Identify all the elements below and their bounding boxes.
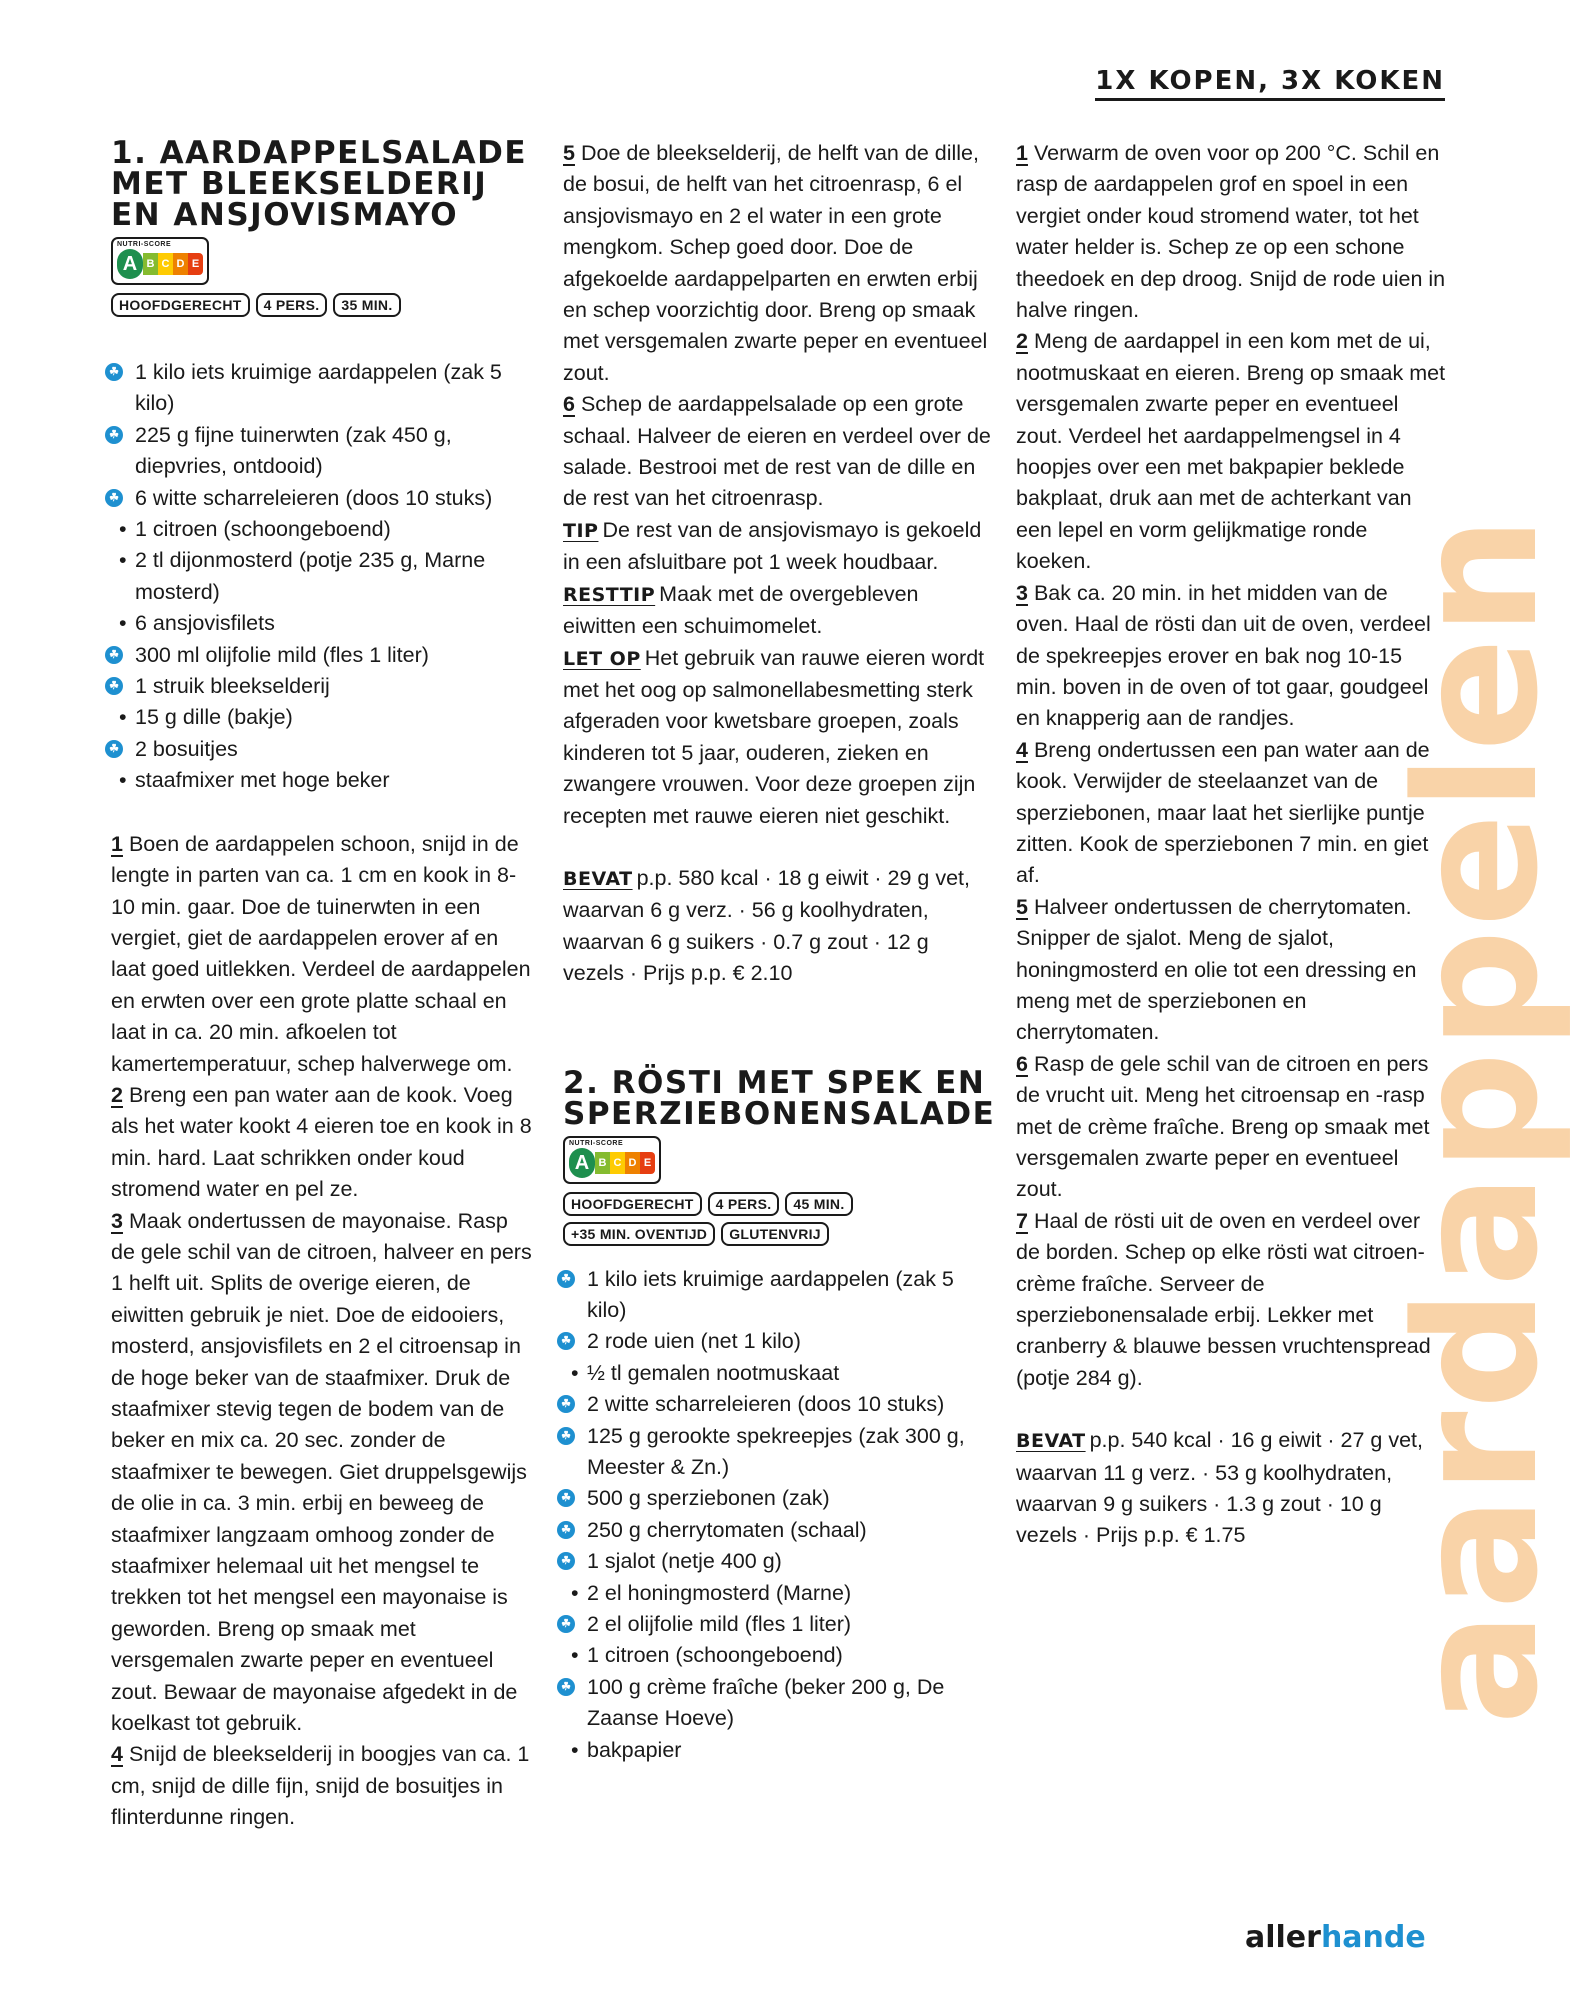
- ingredient-text: 2 bosuitjes: [135, 736, 238, 761]
- ingredient-item: [111, 734, 536, 765]
- column-1: [109, 135, 536, 1834]
- leaf-icon: ☘: [557, 1270, 575, 1288]
- tag-badge: 4 PERS.: [708, 1192, 780, 1216]
- recipe1-steps: [111, 829, 536, 1834]
- leaf-icon: ☘: [557, 1521, 575, 1539]
- nutri-score-badge: [111, 237, 209, 285]
- leaf-icon: ☘: [557, 1427, 575, 1445]
- ingredient-text: 500 g sperziebonen (zak): [587, 1486, 830, 1511]
- nutri-score-badge: [563, 1136, 661, 1184]
- step-number: 5: [1016, 894, 1028, 919]
- nutri-score-label: NUTRI-SCORE: [117, 241, 172, 248]
- tag-badge: GLUTENVRIJ: [721, 1222, 829, 1246]
- ingredient-text: 2 witte scharreleieren (doos 10 stuks): [587, 1392, 945, 1417]
- ingredient-text: ½ tl gemalen nootmuskaat: [587, 1360, 840, 1385]
- leaf-icon: ☘: [557, 1395, 575, 1413]
- nutri-letter-e: E: [640, 1152, 655, 1174]
- bullet-icon: •: [571, 1580, 579, 1605]
- bevat-label: BEVAT: [563, 867, 633, 890]
- recipe1-ingredients: [111, 357, 536, 797]
- recipe1-nutrition: [563, 863, 993, 990]
- ingredient-item: [563, 1515, 993, 1546]
- recipe-step: [111, 1206, 536, 1740]
- recipe2-title: 2. RÖSTI MET SPEK EN SPERZIEBONENSALADE: [563, 1064, 996, 1132]
- recipe1-letop: [563, 643, 993, 832]
- ingredient-item: [563, 1389, 993, 1420]
- ingredient-item: [111, 765, 536, 796]
- recipe2-ingredients: [563, 1264, 993, 1767]
- logo-part-1: aller: [1245, 1920, 1321, 1955]
- ingredient-item: [563, 1326, 993, 1357]
- leaf-icon: ☘: [105, 677, 123, 695]
- step-text: Haal de rösti uit de oven en verdeel over de borden. Schep op elke rösti wat citroen-crème fraîche. Serveer de sperziebonensalade erbij. Lekker met cranberry & blauwe bessen vruchtenspread (potje 284 g).: [1016, 1208, 1431, 1390]
- ingredient-item: [563, 1578, 993, 1609]
- step-text: Boen de aardappelen schoon, snijd in de lengte in parten van ca. 1 cm en kook in 8-10 min. gaar. Doe de tuinerwten in een vergiet, giet de aardappelen erover af en laat goed uitlekken. Verdeel de aardappelen en erwten over een grote platte schaal en laat in ca. 20 min. afkoelen tot kamertemperatuur, schep halverwege om.: [111, 831, 531, 1076]
- recipe1-title: 1. AARDAPPELSALADE MET BLEEKSELDERIJ EN ANSJOVISMAYO: [111, 135, 528, 233]
- nutri-letter-d: D: [625, 1152, 640, 1174]
- bevat-label: BEVAT: [1016, 1430, 1086, 1453]
- leaf-icon: ☘: [105, 363, 123, 381]
- bullet-icon: •: [119, 705, 127, 730]
- ingredient-item: [111, 608, 536, 639]
- step-text: Verwarm de oven voor op 200 °C. Schil en rasp de aardappelen grof en spoel in een vergiet onder koud stromend water, tot het water helder is. Schep ze op een schone theedoek en dep droog. Snijd de rode uien in halve ringen.: [1016, 141, 1446, 323]
- nutri-letter-e: E: [188, 253, 203, 275]
- step-text: Breng een pan water aan de kook. Voeg als het water kookt 4 eieren toe en kook in 8 min. hard. Laat schrikken onder koud stromend water en pel ze.: [111, 1082, 532, 1202]
- ingredient-text: 300 ml olijfolie mild (fles 1 liter): [135, 642, 429, 667]
- tag-badge: 4 PERS.: [256, 293, 328, 317]
- ingredient-item: [563, 1358, 993, 1389]
- step-text: Halveer ondertussen de cherrytomaten. Snipper de sjalot. Meng de sjalot, honingmosterd en olie tot een dressing en meng met de sperziebonen en cherrytomaten.: [1016, 894, 1417, 1045]
- bullet-icon: •: [119, 611, 127, 636]
- ingredient-item: [563, 1421, 993, 1484]
- leaf-icon: ☘: [557, 1332, 575, 1350]
- leaf-icon: ☘: [105, 646, 123, 664]
- ingredient-item: [111, 640, 536, 671]
- ingredient-text: 100 g crème fraîche (beker 200 g, De Zaanse Hoeve): [587, 1674, 945, 1731]
- step-text: Doe de bleekselderij, de helft van de dille, de bosui, de helft van het citroenrasp, 6 el ansjovismayo en 2 el water in een grote mengkom. Schep goed door. Doe de afgekoelde aardappelparten en erwten erbij en schep voorzichtig door. Breng op smaak met versgemalen zwarte peper en eventueel zout.: [563, 141, 988, 385]
- step-text: Meng de aardappel in een kom met de ui, nootmuskaat en eieren. Breng op smaak met versgemalen zwarte peper en eventueel zout. Verdeel het aardappelmengsel in 4 hoopjes over een met bakpapier beklede bakplaat, druk aan met de achterkant van een lepel en vorm gelijkmatige ronde koeken.: [1016, 329, 1446, 574]
- ingredient-text: 1 citroen (schoongeboend): [587, 1643, 843, 1668]
- recipe-step: [563, 138, 993, 389]
- tag-badge: HOOFDGERECHT: [111, 293, 250, 317]
- ingredient-text: 1 struik bleekselderij: [135, 674, 330, 699]
- nutri-letter-c: C: [610, 1152, 625, 1174]
- section-header: 1X KOPEN, 3X KOKEN: [1095, 66, 1445, 101]
- tag-badge: 45 MIN.: [785, 1192, 852, 1216]
- ingredient-text: 2 el honingmosterd (Marne): [587, 1580, 852, 1605]
- ingredient-item: [563, 1672, 993, 1735]
- step-number: 2: [1016, 329, 1028, 354]
- step-text: Schep de aardappelsalade op een grote schaal. Halveer de eieren en verdeel over de salade. Bestrooi met de rest van de dille en de rest van het citroenrasp.: [563, 392, 991, 511]
- allerhande-logo: [1245, 1920, 1426, 1955]
- nutri-letter-c: C: [158, 253, 173, 275]
- ingredient-text: 1 sjalot (netje 400 g): [587, 1549, 782, 1574]
- bullet-icon: •: [119, 548, 127, 573]
- tip-text: De rest van de ansjovismayo is gekoeld in een afsluitbare pot 1 week houdbaar.: [563, 517, 982, 575]
- bullet-icon: •: [571, 1643, 579, 1668]
- bullet-icon: •: [571, 1737, 579, 1762]
- tag-badge: +35 MIN. OVENTIJD: [563, 1222, 715, 1246]
- resttip-label: RESTTIP: [563, 583, 656, 606]
- logo-part-2: hande: [1320, 1920, 1426, 1955]
- step-text: Bak ca. 20 min. in het midden van de oven. Haal de rösti dan uit de oven, verdeel de spekreepjes erover en bak nog 10-15 min. boven in de oven of tot gaar, goudgeel en knapperig aan de randjes.: [1016, 580, 1431, 731]
- ingredient-item: [563, 1609, 993, 1640]
- recipe-step: [111, 1080, 536, 1206]
- leaf-icon: ☘: [105, 740, 123, 758]
- resttip-text: Maak met de overgebleven eiwitten een schuimomelet.: [563, 581, 919, 639]
- nutri-letter-a: A: [117, 249, 143, 279]
- recipe-step: [1016, 138, 1446, 326]
- ingredient-item: [111, 357, 536, 420]
- column-2: [561, 138, 996, 1798]
- step-number: 7: [1016, 1208, 1028, 1233]
- recipe-step: [563, 389, 993, 515]
- leaf-icon: ☘: [557, 1615, 575, 1633]
- ingredient-text: 1 citroen (schoongeboend): [135, 517, 391, 542]
- bullet-icon: •: [119, 517, 127, 542]
- step-text: Breng ondertussen een pan water aan de kook. Verwijder de steelaanzet van de sperziebonen, maar laat het sierlijke puntje zitten. Kook de sperziebonen 7 min. en giet af.: [1016, 737, 1430, 888]
- ingredient-text: 1 kilo iets kruimige aardappelen (zak 5 kilo): [135, 360, 502, 416]
- ingredient-text: 6 ansjovisfilets: [135, 611, 275, 636]
- ingredient-item: [563, 1264, 993, 1327]
- step-number: 4: [111, 1742, 123, 1767]
- leaf-icon: ☘: [557, 1678, 575, 1696]
- ingredient-item: [563, 1483, 993, 1514]
- ingredient-item: [563, 1735, 993, 1766]
- ingredient-text: 2 tl dijonmosterd (potje 235 g, Marne mosterd): [135, 548, 486, 604]
- ingredient-text: 15 g dille (bakje): [135, 705, 293, 730]
- step-number: 1: [111, 831, 123, 856]
- leaf-icon: ☘: [557, 1489, 575, 1507]
- ingredient-text: staafmixer met hoge beker: [135, 768, 390, 793]
- side-word-aardappelen: aardappelen: [1379, 514, 1575, 1725]
- step-number: 4: [1016, 737, 1028, 762]
- nutri-letter-b: B: [595, 1152, 610, 1174]
- recipe1-steps-continued: [563, 138, 993, 515]
- tag-badge: HOOFDGERECHT: [563, 1192, 702, 1216]
- ingredient-text: 6 witte scharreleieren (doos 10 stuks): [135, 485, 493, 510]
- step-number: 1: [1016, 141, 1028, 165]
- ingredient-text: 2 el olijfolie mild (fles 1 liter): [587, 1612, 852, 1637]
- tip-label: TIP: [563, 519, 599, 542]
- recipe1-tip: [563, 515, 993, 579]
- step-number: 3: [1016, 580, 1028, 605]
- bullet-icon: •: [571, 1360, 579, 1385]
- ingredient-item: [563, 1640, 993, 1671]
- letop-label: LET OP: [563, 647, 641, 670]
- bevat-text: p.p. 580 kcal · 18 g eiwit · 29 g vet, waarvan 6 g verz. · 56 g koolhydraten, waarvan 6 g suikers · 0.7 g zout · 12 g vezels · Prijs p.p. € 2.10: [563, 865, 971, 986]
- ingredient-item: [111, 420, 536, 483]
- recipe1-tags: [111, 293, 536, 317]
- step-number: 3: [111, 1208, 123, 1233]
- ingredient-text: 225 g fijne tuinerwten (zak 450 g, diepvries, ontdooid): [135, 422, 452, 479]
- recipe-step: [111, 829, 536, 1080]
- ingredient-text: bakpapier: [587, 1737, 682, 1762]
- ingredient-text: 1 kilo iets kruimige aardappelen (zak 5 kilo): [587, 1266, 954, 1322]
- nutri-letter-d: D: [173, 253, 188, 275]
- bullet-icon: •: [119, 768, 127, 793]
- tag-badge: 35 MIN.: [333, 293, 400, 317]
- step-text: Snijd de bleekselderij in boogjes van ca. 1 cm, snijd de dille fijn, snijd de bosuitjes in flinterdunne ringen.: [111, 1742, 530, 1830]
- step-text: Rasp de gele schil van de citroen en pers de vrucht uit. Meng het citroensap en -rasp met de crème fraîche. Breng op smaak met versgemalen zwarte peper en eventueel zout.: [1016, 1051, 1430, 1202]
- bevat-text: p.p. 540 kcal · 16 g eiwit · 27 g vet, waarvan 11 g verz. · 53 g koolhydraten, waarvan 9 g suikers · 1.3 g zout · 10 g vezels · Prijs p.p. € 1.75: [1016, 1428, 1424, 1548]
- leaf-icon: ☘: [105, 489, 123, 507]
- ingredient-item: [111, 545, 536, 608]
- leaf-icon: ☘: [557, 1552, 575, 1570]
- step-number: 6: [563, 392, 575, 417]
- ingredient-item: [111, 483, 536, 514]
- ingredient-text: 2 rode uien (net 1 kilo): [587, 1329, 801, 1354]
- nutri-letter-b: B: [143, 253, 158, 275]
- ingredient-item: [563, 1546, 993, 1577]
- nutri-score-label: NUTRI-SCORE: [569, 1139, 624, 1147]
- recipe1-resttip: [563, 579, 993, 643]
- ingredient-item: [111, 671, 536, 702]
- ingredient-item: [111, 514, 536, 545]
- step-text: Maak ondertussen de mayonaise. Rasp de gele schil van de citroen, halveer en pers 1 helft uit. Splits de overige eieren, de eiwitten gebruik je niet. Doe de eidooiers, mosterd, ansjovisfilets en 2 el citroensap in de hoge beker van de staafmixer. Druk de staafmixer stevig tegen de bodem van de beker en mix ca. 20 sec. zonder de staafmixer te bewegen. Giet druppelsgewijs de olie in ca. 3 min. erbij en beweeg de staafmixer langzaam omhoog zonder de staafmixer helemaal uit het mengsel te trekken tot het mengsel een mayonaise is geworden. Breng op smaak met versgemalen zwarte peper en eventueel zout. Bewaar de mayonaise afgedekt in de koelkast tot gebruik.: [111, 1208, 532, 1736]
- nutri-letter-a: A: [569, 1148, 595, 1178]
- ingredient-text: 125 g gerookte spekreepjes (zak 300 g, Meester & Zn.): [587, 1423, 965, 1479]
- ingredient-item: [111, 702, 536, 733]
- leaf-icon: ☘: [105, 426, 123, 444]
- letop-text: Het gebruik van rauwe eieren wordt met het oog op salmonellabesmetting sterk afgeraden voor kwetsbare groepen, zoals kinderen tot 5 jaar, ouderen, zieken en zwangere vrouwen. Voor deze groepen zijn recepten met rauwe eieren niet geschikt.: [563, 645, 985, 828]
- ingredient-text: 250 g cherrytomaten (schaal): [587, 1517, 867, 1542]
- step-number: 2: [111, 1082, 123, 1107]
- recipe2-tags: [563, 1192, 993, 1246]
- recipe-step: [111, 1739, 536, 1833]
- step-number: 5: [563, 141, 575, 165]
- step-number: 6: [1016, 1051, 1028, 1076]
